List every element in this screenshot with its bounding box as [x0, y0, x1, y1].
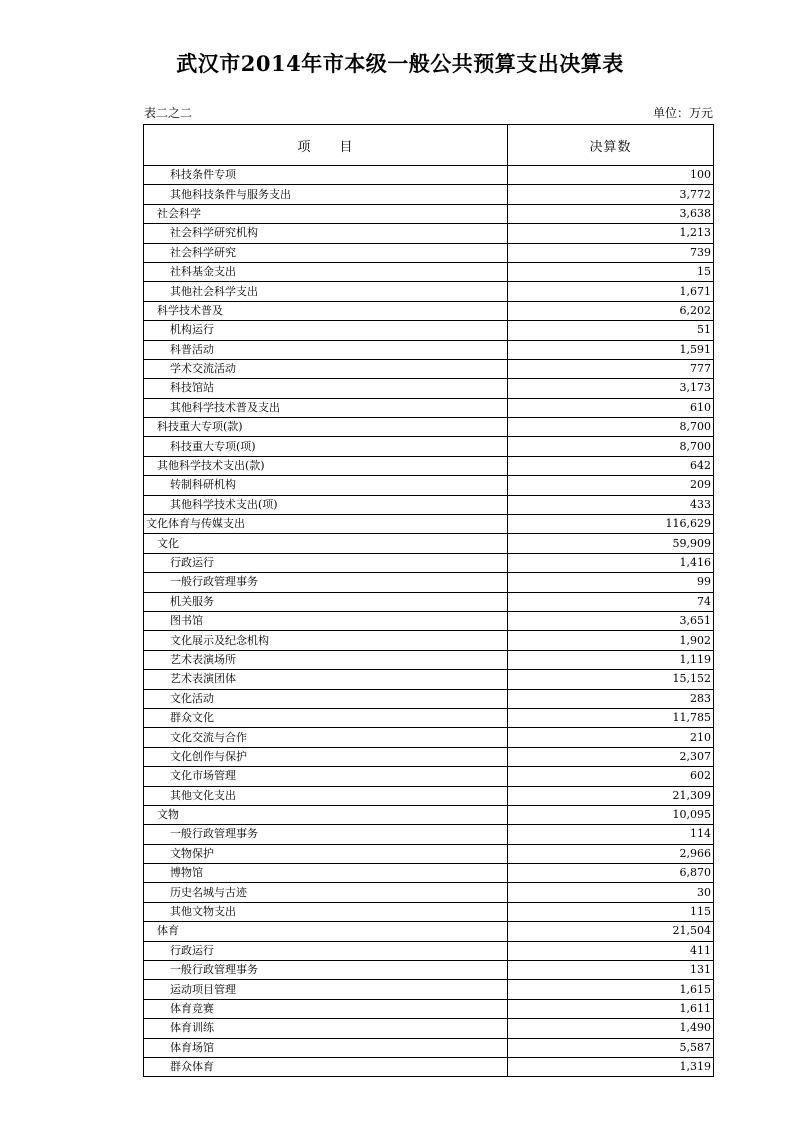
row-amount: 21,504 [508, 922, 714, 941]
table-row [144, 262, 714, 281]
table-row [144, 747, 714, 766]
table-row [144, 825, 714, 844]
row-amount: 30 [508, 883, 714, 902]
row-amount: 2,307 [508, 747, 714, 766]
table-row [144, 670, 714, 689]
row-item-name: 一般行政管理事务 [144, 573, 508, 592]
row-item-name: 体育训练 [144, 1019, 508, 1038]
table-row [144, 243, 714, 262]
row-amount: 1,119 [508, 650, 714, 669]
table-row [144, 573, 714, 592]
table-row [144, 204, 714, 223]
row-item-name: 科技馆站 [144, 379, 508, 398]
table-body [144, 166, 714, 1077]
row-amount: 3,638 [508, 204, 714, 223]
row-item-name: 群众体育 [144, 1057, 508, 1076]
table-row [144, 883, 714, 902]
row-item-name: 社科基金支出 [144, 262, 508, 281]
row-item-name: 文化体育与传媒支出 [144, 515, 508, 534]
table-row [144, 359, 714, 378]
row-amount: 11,785 [508, 708, 714, 727]
table-row [144, 592, 714, 611]
row-item-name: 其他社会科学支出 [144, 282, 508, 301]
row-item-name: 艺术表演场所 [144, 650, 508, 669]
row-amount: 5,587 [508, 1038, 714, 1057]
table-row [144, 379, 714, 398]
table-row [144, 844, 714, 863]
row-amount: 15 [508, 262, 714, 281]
row-item-name: 文物 [144, 805, 508, 824]
column-header-item: 项 目 [144, 125, 508, 166]
row-amount: 8,700 [508, 418, 714, 437]
row-amount: 1,615 [508, 980, 714, 999]
table-row [144, 864, 714, 883]
row-amount: 51 [508, 321, 714, 340]
table-row [144, 805, 714, 824]
row-item-name: 艺术表演团体 [144, 670, 508, 689]
table-row [144, 340, 714, 359]
table-row [144, 1057, 714, 1076]
row-item-name: 行政运行 [144, 553, 508, 572]
row-item-name: 社会科学研究 [144, 243, 508, 262]
row-item-name: 学术交流活动 [144, 359, 508, 378]
table-row [144, 708, 714, 727]
table-row [144, 1019, 714, 1038]
row-amount: 642 [508, 456, 714, 475]
row-item-name: 行政运行 [144, 941, 508, 960]
row-item-name: 图书馆 [144, 611, 508, 630]
row-amount: 1,671 [508, 282, 714, 301]
row-amount: 739 [508, 243, 714, 262]
table-row [144, 166, 714, 185]
row-item-name: 机构运行 [144, 321, 508, 340]
row-item-name: 科普活动 [144, 340, 508, 359]
row-item-name: 其他科学技术支出(项) [144, 495, 508, 514]
row-amount: 210 [508, 728, 714, 747]
row-amount: 610 [508, 398, 714, 417]
table-row [144, 902, 714, 921]
row-item-name: 其他文物支出 [144, 902, 508, 921]
row-item-name: 科技条件专项 [144, 166, 508, 185]
row-item-name: 科学技术普及 [144, 301, 508, 320]
row-amount: 283 [508, 689, 714, 708]
table-row [144, 476, 714, 495]
row-amount: 115 [508, 902, 714, 921]
row-item-name: 一般行政管理事务 [144, 961, 508, 980]
row-item-name: 科技重大专项(项) [144, 437, 508, 456]
row-amount: 602 [508, 767, 714, 786]
table-row [144, 1038, 714, 1057]
table-row [144, 534, 714, 553]
row-amount: 21,309 [508, 786, 714, 805]
row-amount: 433 [508, 495, 714, 514]
table-row [144, 437, 714, 456]
row-item-name: 文化市场管理 [144, 767, 508, 786]
table-row [144, 418, 714, 437]
table-row [144, 786, 714, 805]
row-item-name: 文化 [144, 534, 508, 553]
row-amount: 3,173 [508, 379, 714, 398]
row-item-name: 社会科学研究机构 [144, 224, 508, 243]
row-item-name: 转制科研机构 [144, 476, 508, 495]
table-row [144, 321, 714, 340]
table-row [144, 224, 714, 243]
table-header-row [144, 125, 714, 166]
row-amount: 131 [508, 961, 714, 980]
sheet-label: 表二之二 [144, 106, 193, 120]
row-item-name: 体育场馆 [144, 1038, 508, 1057]
row-amount: 99 [508, 573, 714, 592]
row-item-name: 体育竞赛 [144, 999, 508, 1018]
table-row [144, 767, 714, 786]
row-amount: 1,611 [508, 999, 714, 1018]
row-item-name: 其他科学技术普及支出 [144, 398, 508, 417]
table-row [144, 728, 714, 747]
row-amount: 777 [508, 359, 714, 378]
row-amount: 59,909 [508, 534, 714, 553]
budget-table [143, 124, 714, 1077]
row-item-name: 历史名城与古迹 [144, 883, 508, 902]
row-item-name: 其他文化支出 [144, 786, 508, 805]
row-item-name: 体育 [144, 922, 508, 941]
row-amount: 1,213 [508, 224, 714, 243]
table-row [144, 650, 714, 669]
row-item-name: 其他科学技术支出(款) [144, 456, 508, 475]
row-amount: 100 [508, 166, 714, 185]
table-row [144, 495, 714, 514]
table-row [144, 611, 714, 630]
row-item-name: 文化创作与保护 [144, 747, 508, 766]
row-item-name: 文物保护 [144, 844, 508, 863]
row-amount: 6,202 [508, 301, 714, 320]
row-item-name: 科技重大专项(款) [144, 418, 508, 437]
row-amount: 1,416 [508, 553, 714, 572]
row-item-name: 其他科技条件与服务支出 [144, 185, 508, 204]
row-item-name: 一般行政管理事务 [144, 825, 508, 844]
row-item-name: 群众文化 [144, 708, 508, 727]
row-item-name: 机关服务 [144, 592, 508, 611]
table-row [144, 980, 714, 999]
table-row [144, 631, 714, 650]
unit-label: 单位：万元 [652, 106, 713, 120]
row-item-name: 文化交流与合作 [144, 728, 508, 747]
table-row [144, 553, 714, 572]
document-title: 武汉市2014年市本级一般公共预算支出决算表 [176, 51, 624, 76]
table-row [144, 961, 714, 980]
table-row [144, 185, 714, 204]
row-amount: 6,870 [508, 864, 714, 883]
row-amount: 1,319 [508, 1057, 714, 1076]
row-amount: 10,095 [508, 805, 714, 824]
table-row [144, 515, 714, 534]
row-amount: 114 [508, 825, 714, 844]
row-amount: 1,591 [508, 340, 714, 359]
row-item-name: 文化展示及纪念机构 [144, 631, 508, 650]
row-amount: 74 [508, 592, 714, 611]
row-amount: 411 [508, 941, 714, 960]
row-amount: 2,966 [508, 844, 714, 863]
row-amount: 116,629 [508, 515, 714, 534]
table-row [144, 398, 714, 417]
row-item-name: 运动项目管理 [144, 980, 508, 999]
row-amount: 1,902 [508, 631, 714, 650]
row-amount: 1,490 [508, 1019, 714, 1038]
column-header-amount: 决算数 [508, 125, 714, 166]
table-row [144, 301, 714, 320]
row-amount: 8,700 [508, 437, 714, 456]
table-row [144, 689, 714, 708]
table-row [144, 282, 714, 301]
row-amount: 209 [508, 476, 714, 495]
row-amount: 3,772 [508, 185, 714, 204]
table-row [144, 922, 714, 941]
row-item-name: 博物馆 [144, 864, 508, 883]
row-item-name: 文化活动 [144, 689, 508, 708]
row-amount: 3,651 [508, 611, 714, 630]
row-item-name: 社会科学 [144, 204, 508, 223]
table-row [144, 456, 714, 475]
table-row [144, 999, 714, 1018]
table-row [144, 941, 714, 960]
row-amount: 15,152 [508, 670, 714, 689]
